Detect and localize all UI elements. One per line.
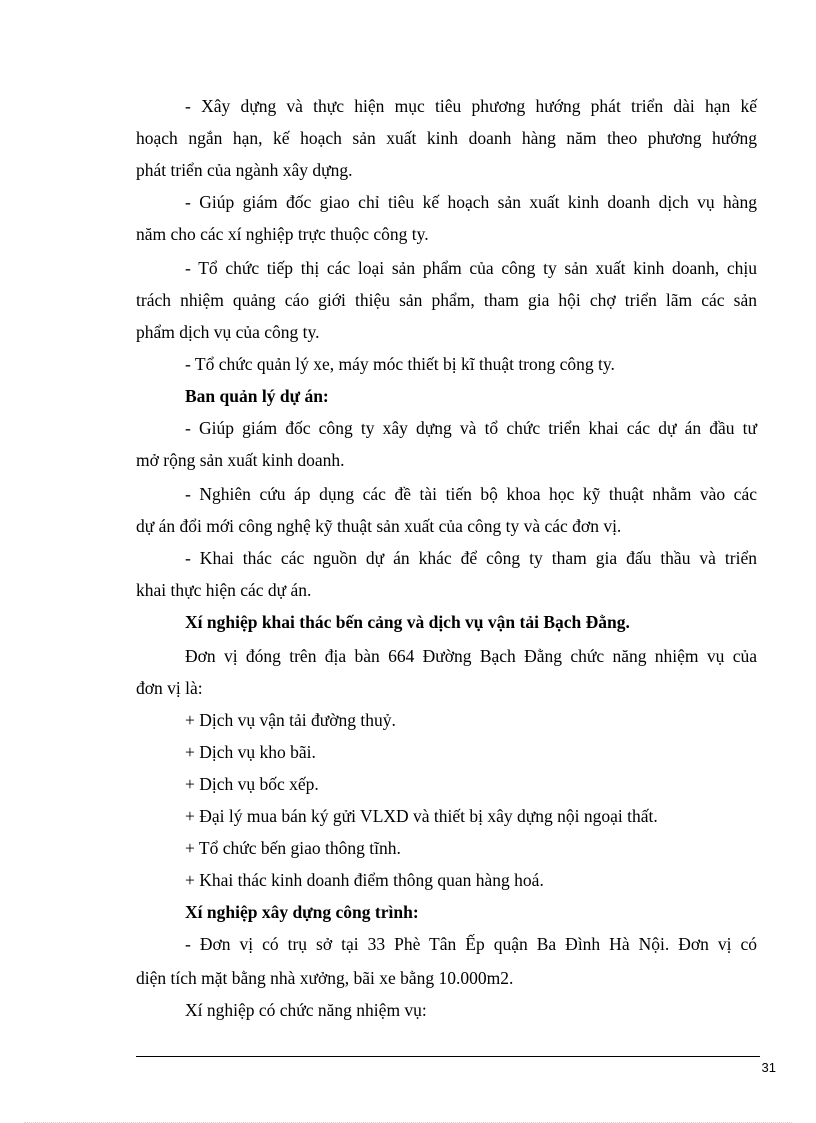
list-item: + Dịch vụ vận tải đường thuỷ.	[185, 710, 396, 730]
text-line: phát triển của ngành xây dựng.	[136, 160, 353, 180]
text-line: đơn vị là:	[136, 678, 203, 698]
page-number: 31	[761, 1060, 776, 1075]
text-line: mở rộng sản xuất kinh doanh.	[136, 450, 345, 470]
text-line: diện tích mặt bằng nhà xưởng, bãi xe bằng 10.000m2.	[136, 968, 514, 988]
text-line: trách nhiệm quảng cáo giới thiệu sản phẩm, tham gia hội chợ triển lãm các sản	[136, 290, 757, 310]
text-line: - Giúp giám đốc công ty xây dựng và tổ chức triển khai các dự án đầu tư	[185, 418, 757, 438]
text-line: hoạch ngắn hạn, kế hoạch sản xuất kinh doanh hàng năm theo phương hướng	[136, 128, 757, 148]
section-heading: Xí nghiệp xây dựng công trình:	[185, 902, 419, 922]
text-line: - Giúp giám đốc giao chỉ tiêu kế hoạch sản xuất kinh doanh dịch vụ hàng	[185, 192, 757, 212]
text-line: Đơn vị đóng trên địa bàn 664 Đường Bạch Đằng chức năng nhiệm vụ của	[185, 646, 757, 666]
section-heading: Xí nghiệp khai thác bến cảng và dịch vụ vận tải Bạch Đằng.	[185, 612, 630, 632]
text-line: - Xây dựng và thực hiện mục tiêu phương hướng phát triển dài hạn kế	[185, 96, 757, 116]
list-item: + Khai thác kinh doanh điểm thông quan hàng hoá.	[185, 870, 544, 890]
text-line: - Đơn vị có trụ sở tại 33 Phè Tân Ếp quận Ba Đình Hà Nội. Đơn vị có	[185, 934, 757, 954]
text-line: - Nghiên cứu áp dụng các đề tài tiến bộ khoa học kỹ thuật nhằm vào các	[185, 484, 757, 504]
text-line: dự án đổi mới công nghệ kỹ thuật sản xuất của công ty và các đơn vị.	[136, 516, 622, 536]
text-line: phẩm dịch vụ của công ty.	[136, 322, 320, 342]
text-line: Xí nghiệp có chức năng nhiệm vụ:	[185, 1000, 427, 1020]
list-item: + Dịch vụ bốc xếp.	[185, 774, 319, 794]
text-line: năm cho các xí nghiệp trực thuộc công ty.	[136, 224, 429, 244]
text-line: - Khai thác các nguồn dự án khác để công ty tham gia đấu thầu và triển	[185, 548, 757, 568]
text-line: - Tổ chức tiếp thị các loại sản phẩm của công ty sản xuất kinh doanh, chịu	[185, 258, 757, 278]
list-item: + Tổ chức bến giao thông tĩnh.	[185, 838, 401, 858]
list-item: + Dịch vụ kho bãi.	[185, 742, 316, 762]
section-heading: Ban quản lý dự án:	[185, 386, 329, 406]
footer-divider	[136, 1056, 760, 1057]
list-item: + Đại lý mua bán ký gửi VLXD và thiết bị xây dựng nội ngoại thất.	[185, 806, 658, 826]
text-line: khai thực hiện các dự án.	[136, 580, 312, 600]
text-line: - Tổ chức quản lý xe, máy móc thiết bị kĩ thuật trong công ty.	[185, 354, 615, 374]
